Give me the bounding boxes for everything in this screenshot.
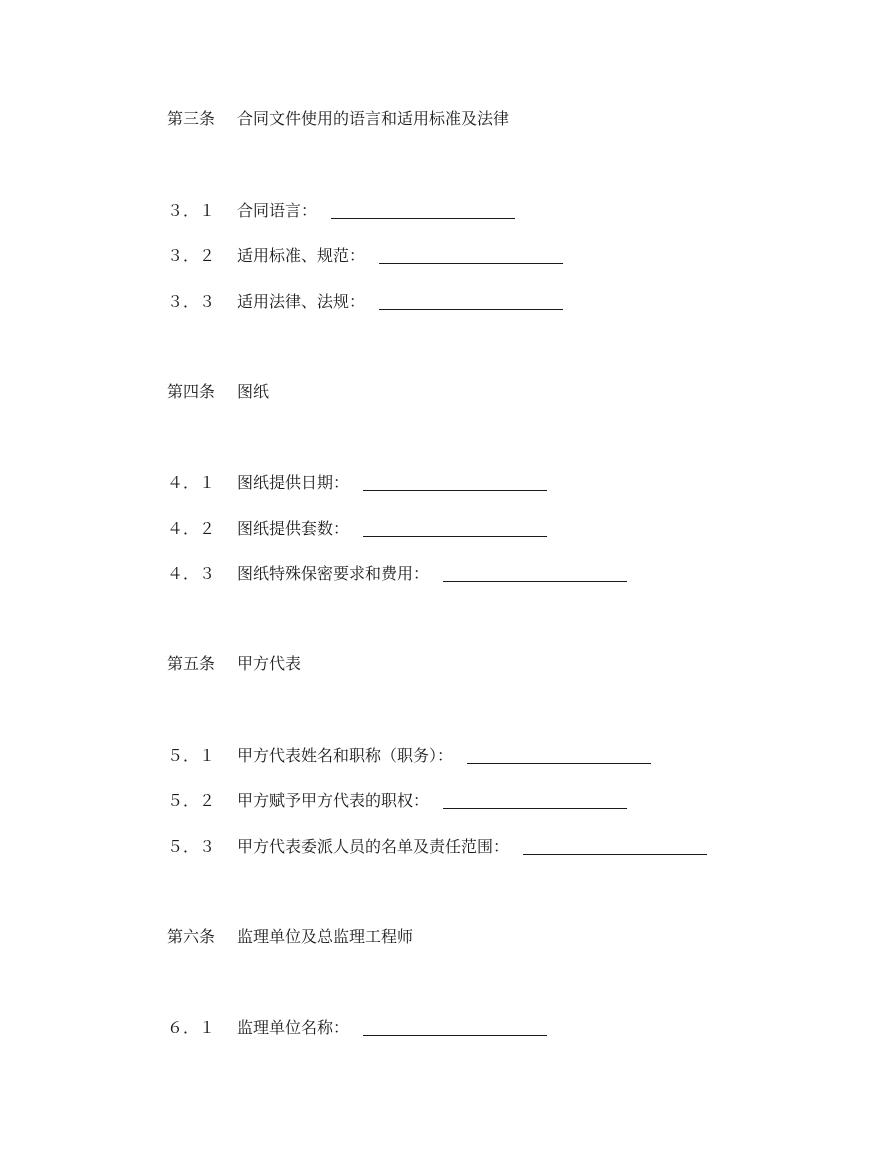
fill-in-blank[interactable] bbox=[443, 563, 627, 582]
clause-label: 甲方代表委派人员的名单及责任范围： bbox=[237, 836, 510, 856]
clause-5-3 bbox=[167, 833, 707, 857]
clause-label: 图纸特殊保密要求和费用： bbox=[237, 563, 430, 583]
fill-in-blank[interactable] bbox=[363, 518, 547, 537]
clause-label: 甲方赋予甲方代表的职权： bbox=[237, 790, 430, 810]
clause-number: ３．１ bbox=[167, 200, 216, 220]
clause-label: 适用标准、规范： bbox=[237, 245, 366, 265]
clause-label: 图纸提供套数： bbox=[237, 518, 350, 538]
article-title: 监理单位及总监理工程师 bbox=[237, 926, 414, 946]
article-5-heading bbox=[167, 650, 301, 674]
clause-label: 合同语言： bbox=[237, 200, 318, 220]
article-number: 第五条 bbox=[167, 653, 216, 673]
article-6-heading bbox=[167, 923, 413, 947]
clause-number: ５．３ bbox=[167, 836, 216, 856]
clause-3-3 bbox=[167, 288, 563, 312]
fill-in-blank[interactable] bbox=[379, 245, 563, 264]
article-title: 合同文件使用的语言和适用标准及法律 bbox=[237, 108, 510, 128]
clause-3-1 bbox=[167, 197, 515, 221]
clause-label: 监理单位名称： bbox=[237, 1017, 350, 1037]
article-number: 第四条 bbox=[167, 381, 216, 401]
clause-number: ５．２ bbox=[167, 790, 216, 810]
fill-in-blank[interactable] bbox=[363, 472, 547, 491]
clause-number: ６．１ bbox=[167, 1017, 216, 1037]
fill-in-blank[interactable] bbox=[379, 291, 563, 310]
article-4-heading bbox=[167, 378, 269, 402]
clause-5-2 bbox=[167, 787, 627, 811]
fill-in-blank[interactable] bbox=[443, 790, 627, 809]
clause-number: ４．１ bbox=[167, 472, 216, 492]
clause-label: 适用法律、法规： bbox=[237, 291, 366, 311]
fill-in-blank[interactable] bbox=[523, 836, 707, 855]
fill-in-blank[interactable] bbox=[363, 1017, 547, 1036]
article-title: 甲方代表 bbox=[237, 653, 302, 673]
clause-label: 甲方代表姓名和职称（职务）： bbox=[237, 745, 454, 765]
clause-number: ３．３ bbox=[167, 291, 216, 311]
clause-4-3 bbox=[167, 560, 627, 584]
clause-label: 图纸提供日期： bbox=[237, 472, 350, 492]
clause-4-1 bbox=[167, 469, 547, 493]
clause-number: ４．３ bbox=[167, 563, 216, 583]
fill-in-blank[interactable] bbox=[331, 200, 515, 219]
article-3-heading bbox=[167, 105, 509, 129]
article-number: 第六条 bbox=[167, 926, 216, 946]
clause-number: ３．２ bbox=[167, 245, 216, 265]
fill-in-blank[interactable] bbox=[467, 745, 651, 764]
article-title: 图纸 bbox=[237, 381, 270, 401]
clause-number: ４．２ bbox=[167, 518, 216, 538]
clause-number: ５．１ bbox=[167, 745, 216, 765]
clause-6-1 bbox=[167, 1014, 547, 1038]
clause-5-1 bbox=[167, 742, 651, 766]
article-number: 第三条 bbox=[167, 108, 216, 128]
clause-4-2 bbox=[167, 515, 547, 539]
clause-3-2 bbox=[167, 242, 563, 266]
